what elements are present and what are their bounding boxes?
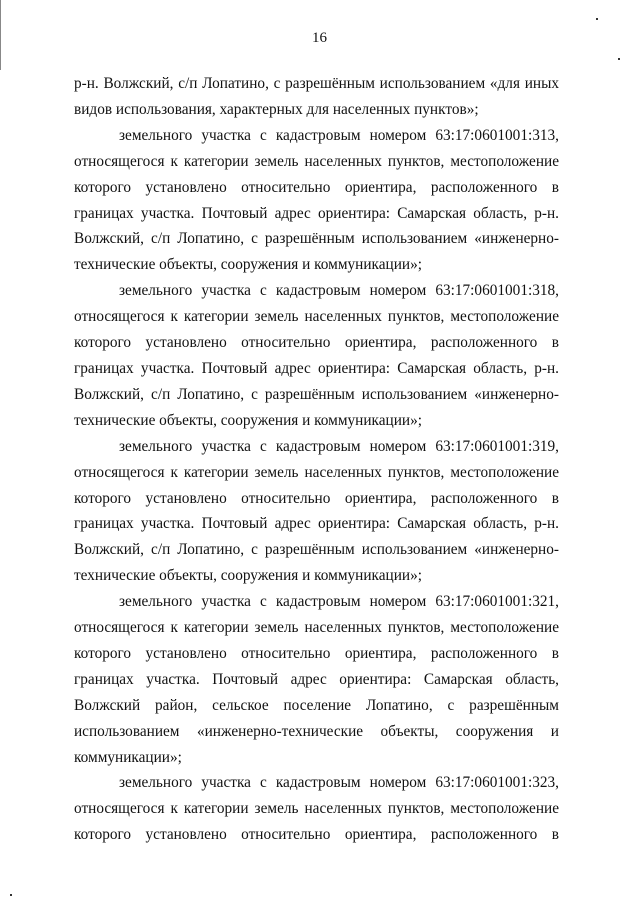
paragraph-parcel-318: земельного участка с кадастровым номером 63:17:0601001:318, относящегося к категории земель населенных пунктов, местоположение которого установлено относительно ориентира, расположенного в границах участка. Почтовый адрес ориентира: Самарская область, р-н. Волжский, с/п Лопатино, с разрешённым использованием «инженерно-технические объекты, сооружения и коммуникации»; <box>74 282 559 429</box>
scan-speck <box>618 58 620 60</box>
paragraph-parcel-319: земельного участка с кадастровым номером 63:17:0601001:319, относящегося к категории земель населенных пунктов, местоположение которого установлено относительно ориентира, расположенного в границах участка. Почтовый адрес ориентира: Самарская область, р-н. Волжский, с/п Лопатино, с разрешённым использованием «инженерно-технические объекты, сооружения и коммуникации»; <box>74 437 559 585</box>
paragraph-parcel-321: земельного участка с кадастровым номером 63:17:0601001:321, относящегося к категории земель населенных пунктов, местоположение которого установлено относительно ориентира, расположенного в границах участка. Почтовый адрес ориентира: Самарская область, Волжский район, сельское поселение Лопатино, с разрешённым использованием «инженерно-технические объекты, сооружения и коммуникации»; <box>74 593 559 766</box>
paragraph-parcel-313: земельного участка с кадастровым номером 63:17:0601001:313, относящегося к категории земель населенных пунктов, местоположение которого установлено относительно ориентира, расположенного в границах участка. Почтовый адрес ориентира: Самарская область, р-н. Волжский, с/п Лопатино, с разрешённым использованием «инженерно-технические объекты, сооружения и коммуникации»; <box>74 126 559 274</box>
scan-speck <box>10 894 12 896</box>
paragraph-parcel-323: земельного участка с кадастровым номером 63:17:0601001:323, относящегося к категории земель населенных пунктов, местоположение которого установлено относительно ориентира, расположенного в <box>74 774 559 844</box>
document-body <box>74 71 559 848</box>
scan-speck <box>596 18 598 20</box>
paragraph-continuation: р-н. Волжский, с/п Лопатино, с разрешённым использованием «для иных видов использования, характерных для населенных пунктов»; <box>74 75 559 118</box>
page-number: 16 <box>312 30 327 46</box>
